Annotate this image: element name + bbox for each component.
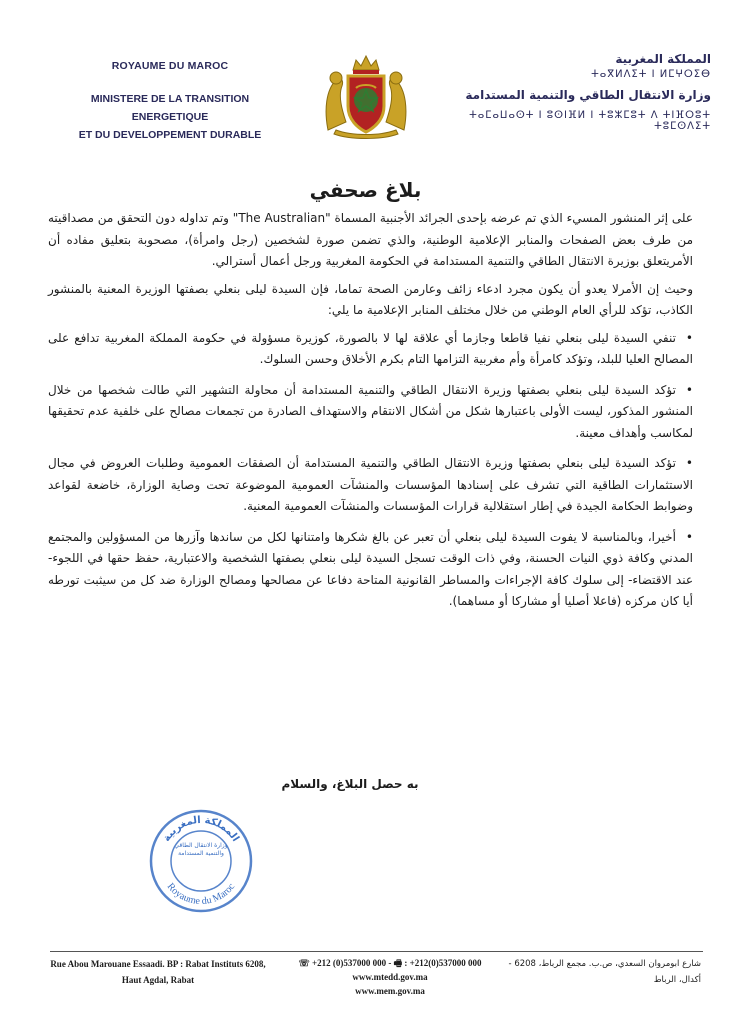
kingdom-name-tifinagh: ⵜⴰⴳⵍⴷⵉⵜ ⵏ ⵍⵎⵖⵔⵉⴱ [591, 69, 711, 80]
document-body [48, 208, 693, 622]
footer-phone-fax: ☏ +212 (0)537000 000 - 🖷 : +212(0)537000 000 [298, 958, 482, 968]
kingdom-name-fr: ROYAUME DU MAROC [111, 60, 229, 72]
header-right-arabic [431, 52, 711, 132]
footer-address-fr-line1: Rue Abou Marouane Essaadi. BP : Rabat Instituts 6208, [50, 959, 266, 969]
footer-address-ar [501, 956, 701, 988]
bullet-denial: • تنفي السيدة ليلى بنعلي نفيا قاطعا وجازما أي علاقة لها لا بالصورة، كوزيرة مسؤولة في حكومة المملكة المغربية تدافع على المصالح العليا للبلد، وتؤكد كامرأة وأم مغربية التزامها التام بكرم الأخلاق وحسن السلوك. [48, 328, 693, 371]
footer-address-ar-line2: أكدال، الرباط [653, 975, 701, 985]
ministry-name-fr [55, 90, 285, 144]
stamp-text-bottom: Royaume du Maroc [164, 881, 238, 908]
paragraph-statement: وحيث إن الأمرلا يعدو أن يكون مجرد ادعاء زائف وعارمن الصحة تماما، فإن السيدة ليلى بنعلي بصفتها الوزيرة المعنية بالمنشور الكاذب، تؤكد للرأي العام الوطني من خلال مختلف المنابر الإعلامية ما يلي: [48, 281, 693, 317]
kingdom-name-ar: المملكة المغربية [615, 52, 711, 66]
footer-address-ar-line1: شارع ابومروان السعدي، ص.ب. مجمع الرباط، 6208 - [508, 959, 701, 969]
ministry-name-fr-line1: MINISTERE DE LA TRANSITION ENERGETIQUE [90, 93, 250, 123]
stamp-inner-text: وزارة الانتقال الطاقي والتنمية المستدامة [174, 842, 228, 857]
footer-address-fr-line2: Haut Agdal, Rabat [121, 975, 195, 985]
footer-website-1[interactable]: www.mtedd.gov.ma [352, 972, 428, 982]
bullet-thanks: • أخيرا، وبالمناسبة لا يفوت السيدة ليلى بنعلي أن تعبر عن بالغ شكرها وامتنانها لكل من ساندها وآزرها من المسؤولين والمجتمع المدني وكافة ذوي النيات الحسنة، وفي ذات الوقت تسجل السيدة ليلى بنعلي بصفتها الشخصية والاعتبارية، حفظ حقها في اللجوء-عند الاقتضاء- إلى سلوك كافة الإجراءات والمساطر القانونية المتاحة دفاعا عن مصالحها ومصالح الوزارة ضد كل من سيثبت تورطه أيا كان مركزه (فاعلا أصليا أو مشاركا أو مساهما). [48, 527, 693, 613]
ministry-name-fr-line2: ET DU DEVELOPPEMENT DURABLE [78, 129, 262, 141]
stamp-text-top: المملكة المغربية [161, 814, 241, 844]
footer-contact [290, 956, 490, 998]
paragraph-intro: على إثر المنشور المسيء الذي تم عرضه بإحدى الجرائد الأجنبية المسماة "The Australian" وتم تداوله دون التحقق من مصداقيته من طرف بعض الصفحات والمنابر الإعلامية الوطنية، والذي تضمن صورة لشخصين (رجل وامرأة)، مصحوبة بتعليق مفاده أن الأمريتعلق بوزيرة الانتقال الطاقي والتنمية المستدامة في الحكومة المغربية ورجل أعمال أسترالي. [48, 211, 694, 268]
coat-of-arms-icon [320, 50, 412, 142]
footer-address-fr [38, 956, 278, 988]
footer-website-2[interactable]: www.mem.gov.ma [355, 986, 425, 996]
ministry-name-ar: وزارة الانتقال الطاقي والتنمية المستدامة [465, 88, 711, 102]
closing-line: به حصل البلاغ، والسلام [281, 777, 419, 791]
header-left-french [55, 60, 285, 144]
document-title: بلاغ صحفي [309, 178, 422, 202]
bullet-defamation: • تؤكد السيدة ليلى بنعلي بصفتها وزيرة الانتقال الطاقي والتنمية المستدامة أن محاولة التشهير التي طالت شخصها من خلال المنشور المذكور، ليست الأولى باعتبارها شكل من أشكال الانتقام والاستهداف الصادرة من تجمعات مصالح على خلفية عدم تحقيقها لمكاسب وأهداف معينة. [48, 380, 693, 445]
official-stamp [148, 808, 254, 914]
ministry-name-tifinagh: ⵜⴰⵎⴰⵡⴰⵙⵜ ⵏ ⵓⵙⵏⴼⵍ ⵏ ⵜⵓⵣⵎⵓⵜ ⴷ ⵜⵏⴼⵔⵓⵜ ⵜⵓⵎⵙⴷⵉⵜ [469, 110, 711, 132]
bullet-governance: • تؤكد السيدة ليلى بنعلي بصفتها وزيرة الانتقال الطاقي والتنمية المستدامة أن الصفقات العمومية وطلبات العروض في مجال الاستثمارات الطاقية التي تشرف على إسنادها المؤسسات والمنشآت العمومية الموضوعة تحت وصاية الوزارة، خاضعة لقواعد وضوابط الحكامة الجيدة في إطار استقلالية قرارات المؤسسات والمنشآت العمومية المعنية. [48, 453, 693, 518]
footer-divider [50, 951, 703, 952]
